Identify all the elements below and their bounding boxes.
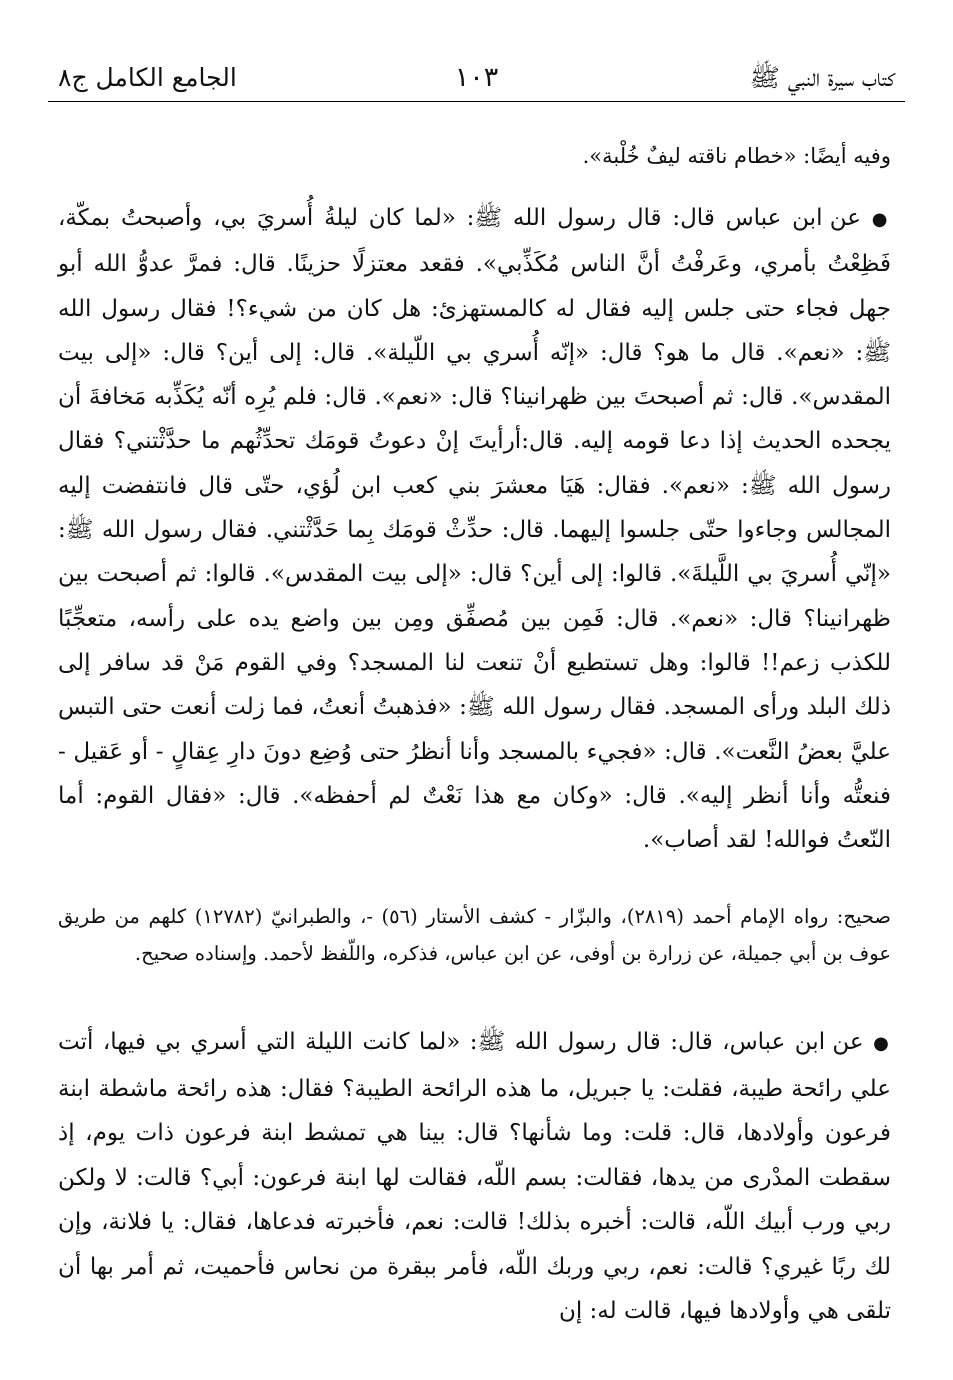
hadith-text-2: عن ابن عباس، قال: قال رسول الله ﷺ: «لما كانت الليلة التي أسري بي فيها، أتت علي رائحة طيبة، فقلت: يا جبريل، ما هذه الرائحة الطيبة؟ فقال: هذه رائحة ماشطة ابنة فرعون وأولادها، قال: قلت: وما شأنها؟ قال: بينا هي تمشط ابنة فرعون ذات يوم، إذ سقطت المدْرى من يدها، فقالت: بسم اللّه، فقالت لها ابنة فرعون: أبي؟ قالت: لا ولكن ربي ورب أبيك اللّه، قالت: أخبره بذلك! قالت: نعم، فأخبرته فدعاها، فقال: يا فلانة، وإن لك ربًا غيري؟ قالت: نعم، ربي وربك اللّه، فأمر ببقرة من نحاس فأحميت، ثم أمر بها أن تلقى هي وأولادها فيها، قالت له: إن bbox=[58, 1029, 891, 1324]
page-header bbox=[48, 58, 905, 98]
intro-line: وفيه أيضًا: «خطام ناقته ليفٌ خُلْبة». bbox=[582, 144, 891, 168]
volume-title: الجامع الكامل ج٨ bbox=[58, 63, 237, 92]
bullet-icon: ● bbox=[873, 1033, 891, 1054]
bullet-icon: ● bbox=[871, 209, 891, 230]
hadith-paragraph-1 bbox=[58, 196, 891, 862]
hadith-text-1: عن ابن عباس قال: قال رسول الله ﷺ: «لما كان ليلةُ أُسريَ بي، وأصبحتُ بمكّة، فَظِعْتُ بأمري، وعَرفْتُ أنَّ الناس مُكَذِّبي». فقعد معتزلًا حزينًا. قال: فمرَّ عدوُّ الله أبو جهل فجاء حتى جلس إليه فقال له كالمستهزئ: هل كان من شيء؟! فقال رسول الله ﷺ: «نعم». قال ما هو؟ قال: «إنّه أُسري بي اللّيلة». قال: إلى أين؟ قال: «إلى بيت المقدس». قال: ثم أصبحتَ بين ظهرانينا؟ قال: «نعم». قال: فلم يُرِه أنّه يُكَذِّبه مَخافةَ أن يجحده الحديث إذا دعا قومه إليه. قال:أرأيتَ إنْ دعوتُ قومَك تحدِّثُهم ما حدَّثْتني؟ فقال رسول الله ﷺ: «نعم». فقال: هَيَا معشرَ بني كعب ابن لُؤي، حتّى قال فانتفضت إليه المجالس وجاءوا حتّى جلسوا إليهما. قال: حدِّثْ قومَك بِما حَدَّثْتني. فقال رسول الله ﷺ: «إنّي أُسريَ بي اللَّيلةَ». قالوا: إلى أين؟ قال: «إلى بيت المقدس». قالوا: ثم أصبحت بين ظهرانينا؟ قال: «نعم». قال: فَمِن بين مُصفِّق ومِن بين واضع يده على رأسه، متعجِّبًا للكذب زعم!! قالوا: وهل تستطيع أنْ تنعت لنا المسجد؟ وفي القوم مَنْ قد سافر إلى ذلك البلد ورأى المسجد. فقال رسول الله ﷺ: «فذهبتُ أنعتُ، فما زلت أنعت حتى التبس عليَّ بعضُ النَّعت». قال: «فجيء بالمسجد وأنا أنظرُ حتى وُضِع دونَ دارِ عِقالٍ - أو عَقيل - فنعتُّه وأنا أنظر إليه». قال: «وكان مع هذا نَعْتٌ لم أحفظه». قال: «فقال القوم: أما النّعتُ فوالله! لقد أصاب». bbox=[58, 205, 891, 854]
header-rule bbox=[48, 101, 905, 102]
hadith-paragraph-2 bbox=[58, 1020, 891, 1334]
page-number: ١٠٣ bbox=[454, 62, 499, 93]
book-title: كتاب سيرة النبي ﷺ bbox=[749, 63, 895, 92]
takhrij-note: صحيح: رواه الإمام أحمد (٢٨١٩)، والبزّار - كشف الأستار (٥٦) -، والطبرانيّ (١٢٧٨٢) كلهم من طريق عوف بن أبي جميلة، عن زرارة بن أوفى، عن ابن عباس، فذكره، واللّفظ لأحمد. وإسناده صحيح. bbox=[58, 905, 891, 965]
